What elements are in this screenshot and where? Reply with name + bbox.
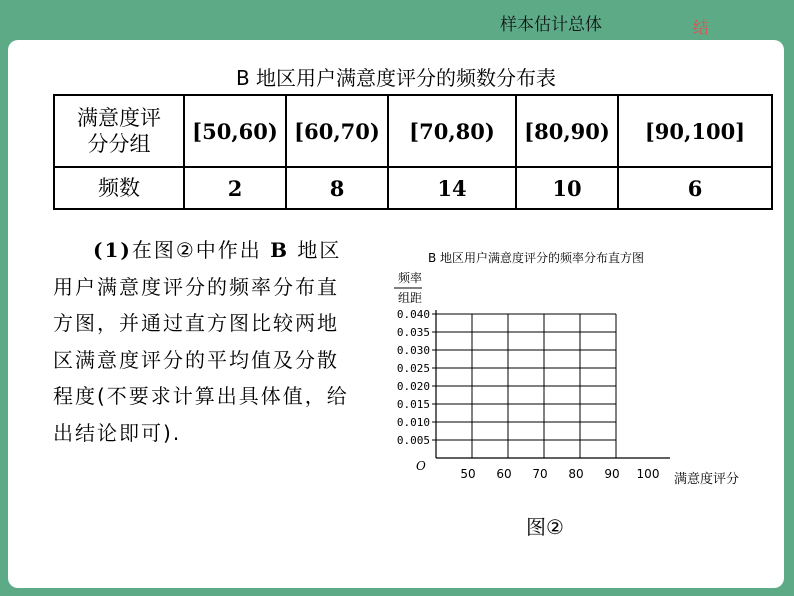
chart-grid [436, 314, 616, 458]
x-tick-label: 90 [604, 467, 620, 481]
y-tick-label: 0.035 [396, 326, 430, 339]
end-button-char-1: 结 [692, 18, 709, 37]
y-tick-label: 0.025 [396, 362, 430, 375]
x-tick-label: 100 [636, 467, 660, 481]
x-ticks [460, 467, 659, 481]
row-header-counts: 频数 [54, 167, 184, 209]
group-cell: [50,60) [184, 95, 286, 167]
question-text: (1)在图②中作出 B 地区用户满意度评分的频率分布直方图，并通过直方图比较两地区满意度评分的平均值及分散程度(不要求计算出具体值，给出结论即可). [53, 238, 349, 445]
figure-caption: 图② [526, 515, 564, 539]
chart-title: B 地区用户满意度评分的频率分布直方图 [428, 251, 645, 265]
y-axis-label-top: 频率 [398, 271, 423, 285]
y-axis-label-bottom: 组距 [398, 291, 423, 305]
count-cell: 10 [516, 167, 618, 209]
group-cell: [90,100] [618, 95, 772, 167]
table-row [54, 167, 772, 209]
count-cell: 6 [618, 167, 772, 209]
x-tick-label: 60 [496, 467, 512, 481]
y-tick-label: 0.010 [396, 416, 430, 429]
table-title: B 地区用户满意度评分的频数分布表 [235, 66, 557, 90]
count-cell: 14 [388, 167, 516, 209]
group-cell: [80,90) [516, 95, 618, 167]
group-cell: [70,80) [388, 95, 516, 167]
y-tick-label: 0.040 [396, 308, 430, 321]
group-cell: [60,70) [286, 95, 388, 167]
question-number: (1) [93, 238, 132, 262]
count-cell: 8 [286, 167, 388, 209]
y-ticks [397, 308, 436, 447]
content-panel [8, 40, 784, 588]
origin-label: O [416, 459, 426, 473]
table-row [54, 95, 772, 167]
y-tick-label: 0.005 [396, 434, 430, 447]
y-tick-label: 0.015 [396, 398, 430, 411]
x-tick-label: 50 [460, 467, 476, 481]
y-tick-label: 0.030 [396, 344, 430, 357]
row-header-groups: 满意度评 分分组 [54, 95, 184, 167]
histogram-chart [378, 240, 768, 585]
count-cell: 2 [184, 167, 286, 209]
x-tick-label: 70 [532, 467, 548, 481]
y-tick-label: 0.020 [396, 380, 430, 393]
x-tick-label: 80 [568, 467, 584, 481]
x-axis-label: 满意度评分 [674, 472, 740, 487]
slide-header-title: 样本估计总体 [500, 15, 602, 35]
frequency-table [53, 94, 773, 210]
